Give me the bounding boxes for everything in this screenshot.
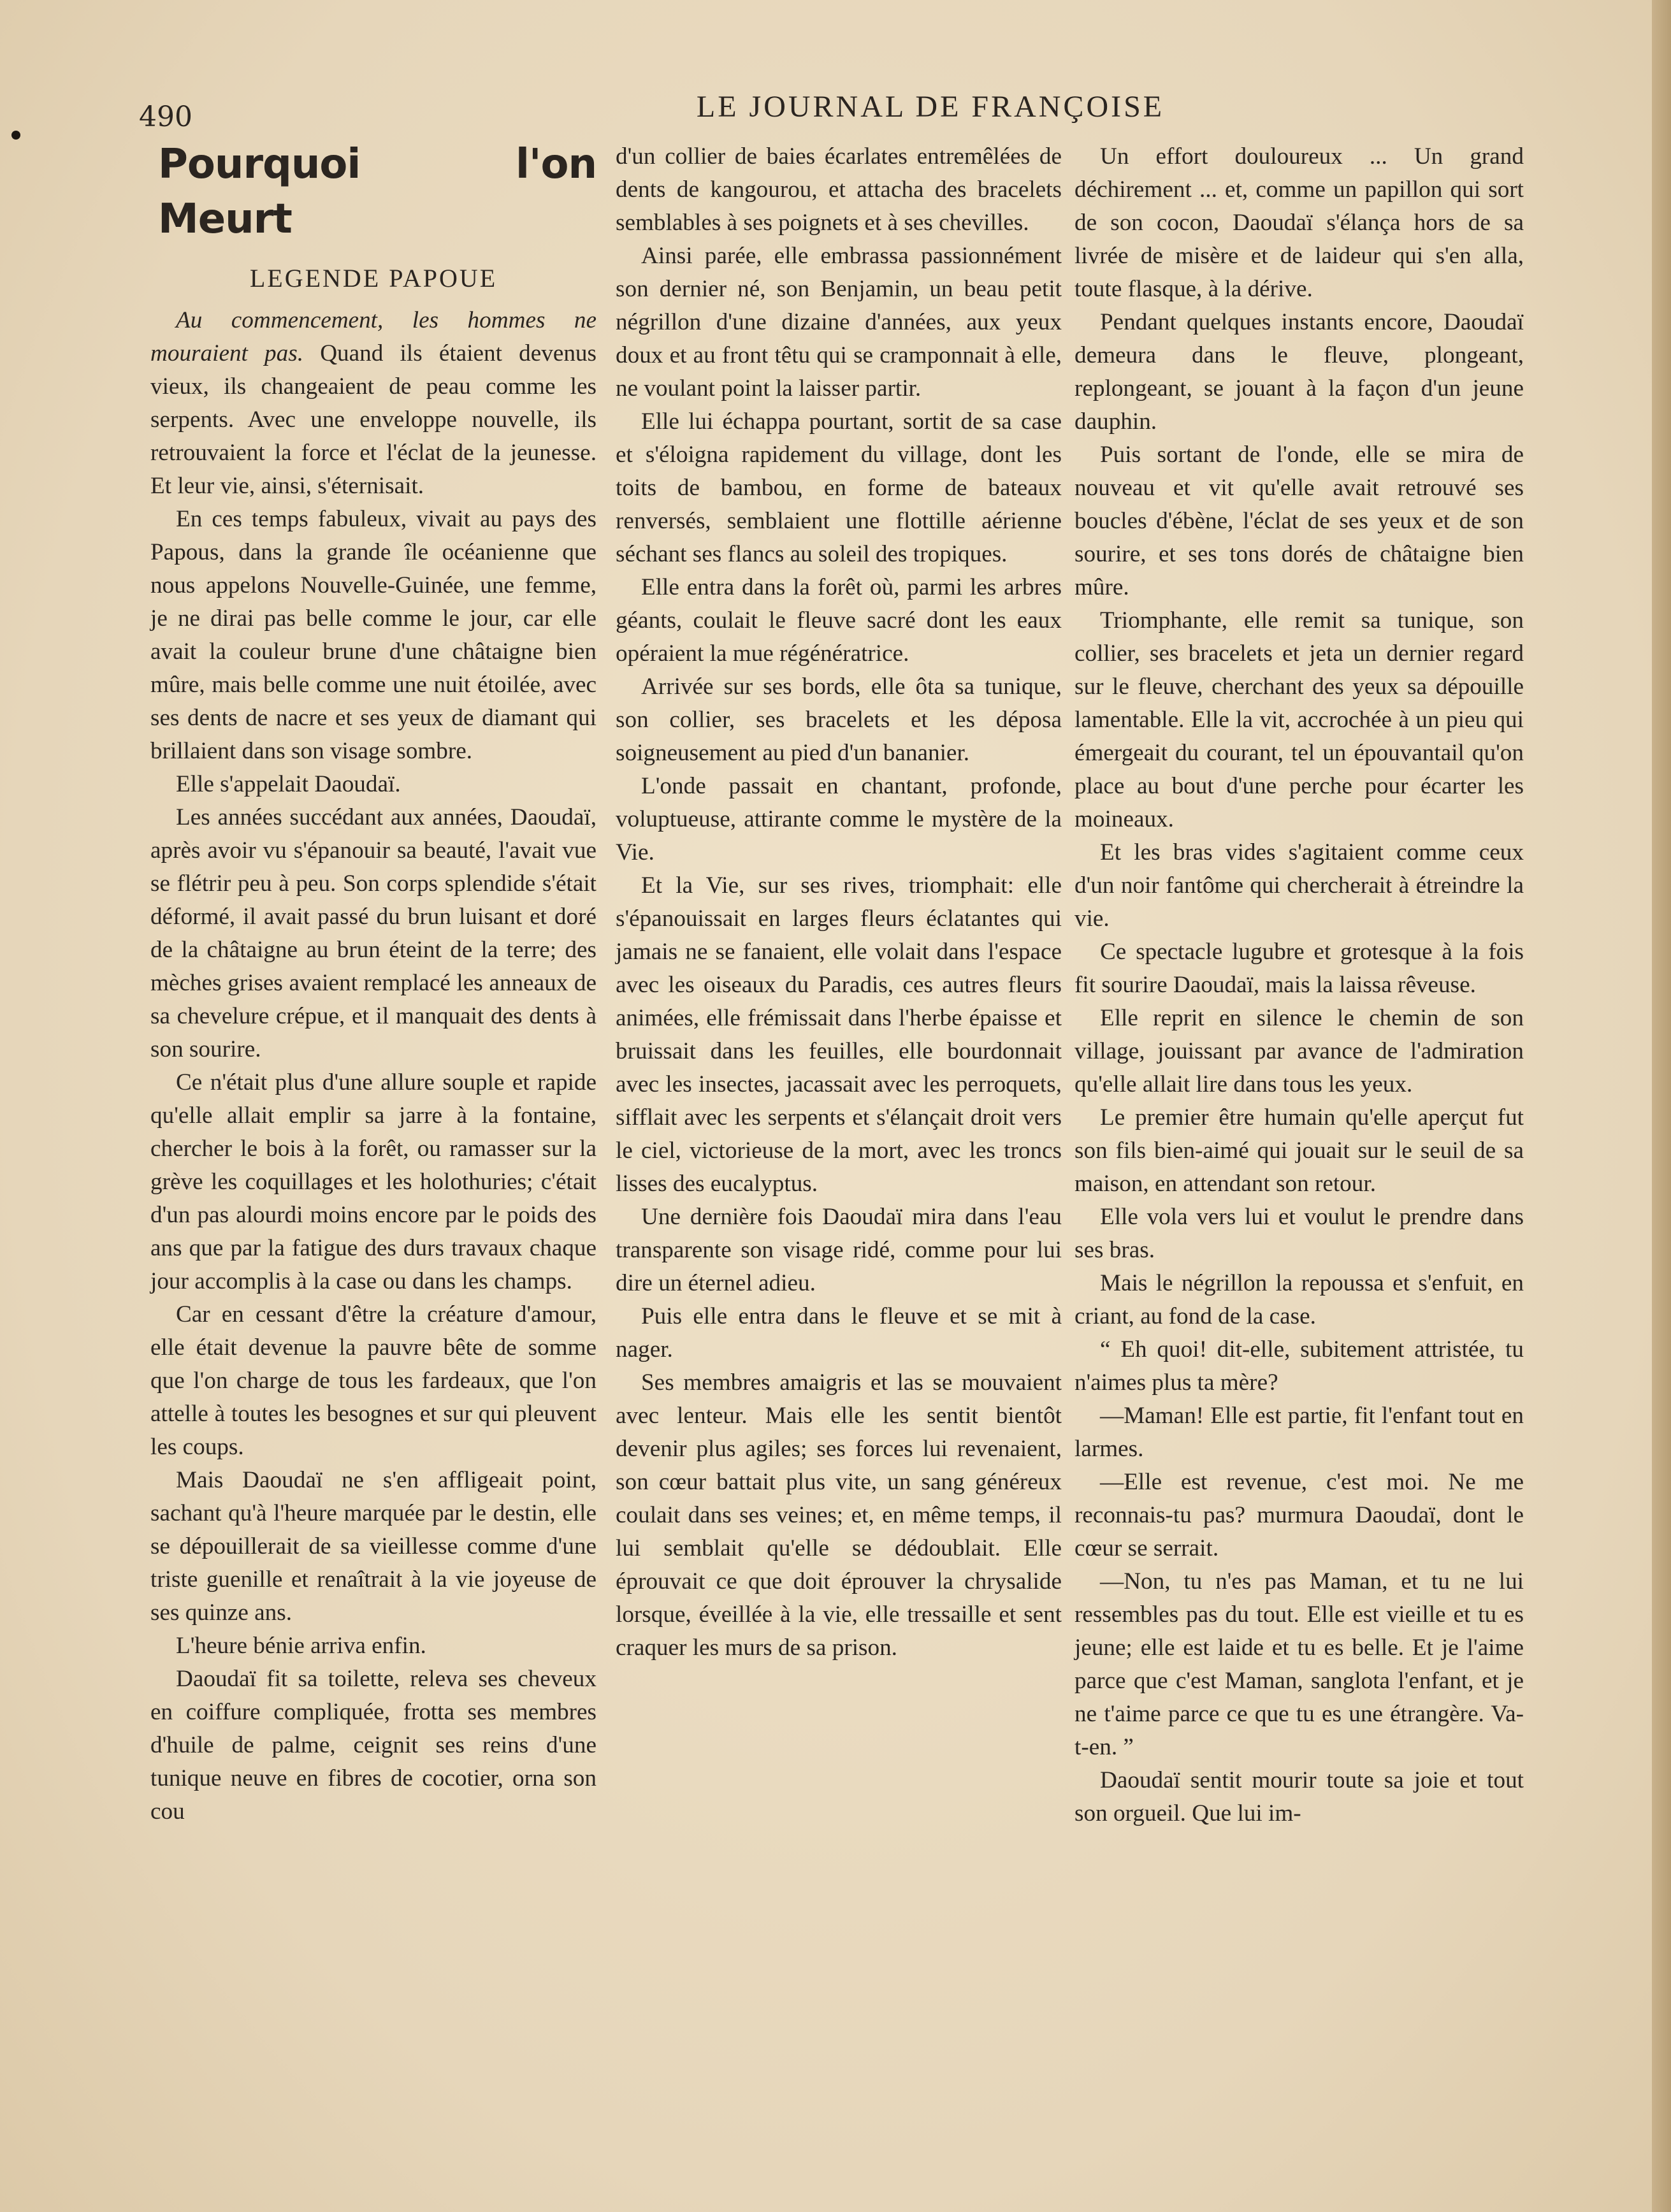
paragraph: [150, 304, 597, 503]
paragraph: Arrivée sur ses bords, elle ôta sa tunique, son collier, ses bracelets et les déposa soigneusement au pied d'un bananier.: [616, 674, 1062, 766]
paragraph: d'un collier de baies écarlates entremêlées de dents de kangourou, et attacha des bracelets semblables à ses poignets et à ses chevilles.: [616, 143, 1062, 236]
paragraph: —Non, tu n'es pas Maman, et tu ne lui ressembles pas du tout. Elle est vieille et tu es jeune; elle est laide et tu es belle. Et je l'aime parce que c'est Maman, sanglota l'enfant, et je ne t'aime parce ce que tu es une étrangère. Va-t-en. ”: [1074, 1568, 1524, 1760]
paragraph: —Elle est revenue, c'est moi. Ne me reconnais-tu pas? murmura Daoudaï, dont le cœur se serrait.: [1074, 1469, 1524, 1561]
opening-italic: Au commencement, les hommes ne mouraient pas.: [150, 307, 597, 366]
paragraph: Elle reprit en silence le chemin de son village, jouissant par avance de l'admiration qu'elle allait lire dans tous les yeux.: [1074, 1005, 1524, 1097]
paragraph: Un effort douloureux ... Un grand déchirement ... et, comme un papillon qui sort de son cocon, Daoudaï s'élança hors de sa livrée de misère et de laideur qui s'en alla, toute flasque, à la dérive.: [1074, 143, 1524, 302]
paragraph: Puis sortant de l'onde, elle se mira de nouveau et vit qu'elle avait retrouvé ses boucles d'ébène, l'éclat de ses yeux et de son sourire, et ses tons dorés de châtaigne bien mûre.: [1074, 442, 1524, 600]
paragraph: Puis elle entra dans le fleuve et se mit à nager.: [616, 1303, 1062, 1363]
paragraph: Daoudaï fit sa toilette, releva ses cheveux en coiffure compliquée, frotta ses membres d'huile de palme, ceignit ses reins d'une tunique neuve en fibres de cocotier, orna son cou: [150, 1666, 597, 1825]
paragraph: Elle entra dans la forêt où, parmi les arbres géants, coulait le fleuve sacré dont les eaux opéraient la mue régénératrice.: [616, 574, 1062, 667]
paragraph: Car en cessant d'être la créature d'amour, elle était devenue la pauvre bête de somme que l'on charge de tous les fardeaux, que l'on attelle à toutes les besognes et sur qui pleuvent les coups.: [150, 1301, 597, 1460]
paragraph: Ses membres amaigris et las se mouvaient avec lenteur. Mais elle les sentit bientôt devenir plus agiles; ses forces lui revenaient, son cœur battait plus vite, un sang généreux coulait dans ses veines; et, en même temps, il lui semblait qu'elle se dédoublait. Elle éprouvait ce que doit éprouver la chrysalide lorsque, éveillée à la vie, elle tressaille et sent craquer les murs de sa prison.: [616, 1370, 1062, 1661]
column-2: [616, 140, 1062, 1665]
paragraph: Mais le négrillon la repoussa et s'enfuit, en criant, au fond de la case.: [1074, 1270, 1524, 1329]
page-edge: [1652, 0, 1671, 2212]
article-title: Pourquoi l'on Meurt: [158, 141, 597, 243]
paragraph: Et les bras vides s'agitaient comme ceux d'un noir fantôme qui chercherait à étreindre la vie.: [1074, 839, 1524, 932]
paragraph-text: Quand ils étaient devenus vieux, ils changeaient de peau comme les serpents. Avec une enveloppe nouvelle, ils retrouvaient la force et l'éclat de la jeunesse. Et leur vie, ainsi, s'éternisait.: [150, 340, 597, 499]
paragraph: Pendant quelques instants encore, Daoudaï demeura dans le fleuve, plongeant, replongeant, se jouant à la façon d'un jeune dauphin.: [1074, 309, 1524, 435]
paragraph: Triomphante, elle remit sa tunique, son collier, ses bracelets et jeta un dernier regard sur le fleuve, cherchant des yeux sa dépouille lamentable. Elle la vit, accrochée à un pieu qui émergeait du courant, tel un épouvantail qu'on place au bout d'une perche pour écarter les moineaux.: [1074, 607, 1524, 832]
paragraph: Et la Vie, sur ses rives, triomphait: elle s'épanouissait en larges fleurs éclatantes qui jamais ne se fanaient, elle volait dans l'espace avec les oiseaux du Paradis, ces autres fleurs animées, elle frémissait dans l'herbe épaisse et bruissait dans les feuilles, elle bourdonnait avec les insectes, jacassait avec les perroquets, sifflait avec les serpents et s'élançait droit vers le ciel, victorieuse de la mort, avec les troncs lisses des eucalyptus.: [616, 872, 1062, 1197]
paragraph: L'onde passait en chantant, profonde, voluptueuse, attirante comme le mystère de la Vie.: [616, 773, 1062, 865]
journal-title: LE JOURNAL DE FRANÇOISE: [696, 90, 1165, 124]
margin-mark: [11, 131, 20, 140]
paragraph: Elle vola vers lui et voulut le prendre dans ses bras.: [1074, 1204, 1524, 1263]
paragraph: Ce n'était plus d'une allure souple et rapide qu'elle allait emplir sa jarre à la fontaine, chercher le bois à la forêt, ou ramasser sur la grève les coquillages et les holothuries; c'était d'un pas alourdi moins encore par le poids des ans que par la fatigue des durs travaux chaque jour accomplis à la case ou dans les champs.: [150, 1069, 597, 1294]
column-1: [150, 137, 597, 1828]
paragraph: L'heure bénie arriva enfin.: [176, 1633, 426, 1659]
article-subtitle: LEGENDE PAPOUE: [249, 264, 498, 293]
paragraph: Elle s'appelait Daoudaï.: [176, 771, 401, 797]
paragraph: —Maman! Elle est partie, fit l'enfant tout en larmes.: [1074, 1403, 1524, 1462]
paragraph: En ces temps fabuleux, vivait au pays des Papous, dans la grande île océanienne que nous appelons Nouvelle-Guinée, une femme, je ne dirai pas belle comme le jour, car elle avait la couleur brune d'une châtaigne bien mûre, mais belle comme une nuit étoilée, avec ses dents de nacre et ses yeux de diamant qui brillaient dans son visage sombre.: [150, 506, 597, 764]
paragraph: Ainsi parée, elle embrassa passionnément son dernier né, son Benjamin, un beau petit négrillon d'une dizaine d'années, aux yeux doux et au front têtu qui se cramponnait à elle, ne voulant point la laisser partir.: [616, 243, 1062, 401]
page-header: [134, 83, 1530, 134]
paragraph: Les années succédant aux années, Daoudaï, après avoir vu s'épanouir sa beauté, l'avait vue se flétrir peu à peu. Son corps splendide s'était déformé, il avait passé du brun luisant et doré de la châtaigne au brun éteint de la terre; des mèches grises avaient remplacé les anneaux de sa chevelure crépue, et il manquait des dents à son sourire.: [150, 804, 597, 1062]
paragraph: Une dernière fois Daoudaï mira dans l'eau transparente son visage ridé, comme pour lui dire un éternel adieu.: [616, 1204, 1062, 1296]
paragraph: Ce spectacle lugubre et grotesque à la fois fit sourire Daoudaï, mais la laissa rêveuse.: [1074, 939, 1524, 998]
paragraph: Mais Daoudaï ne s'en affligeait point, sachant qu'à l'heure marquée par le destin, elle se dépouillerait de sa vieillesse comme d'une triste guenille et renaîtrait à la vie joyeuse de ses quinze ans.: [150, 1467, 597, 1626]
paragraph: Elle lui échappa pourtant, sortit de sa case et s'éloigna rapidement du village, dont les toits de bambou, en forme de bateaux renversés, semblaient une flottille aérienne séchant ses flancs au soleil des tropiques.: [616, 408, 1062, 567]
paragraph: Daoudaï sentit mourir toute sa joie et tout son orgueil. Que lui im-: [1074, 1767, 1524, 1826]
paragraph: “ Eh quoi! dit-elle, subitement attristée, tu n'aimes plus ta mère?: [1074, 1336, 1524, 1396]
column-3: [1074, 140, 1524, 1830]
page-number: 490: [139, 101, 192, 133]
paragraph: Le premier être humain qu'elle aperçut fut son fils bien-aimé qui jouait sur le seuil de sa maison, en attendant son retour.: [1074, 1104, 1524, 1197]
